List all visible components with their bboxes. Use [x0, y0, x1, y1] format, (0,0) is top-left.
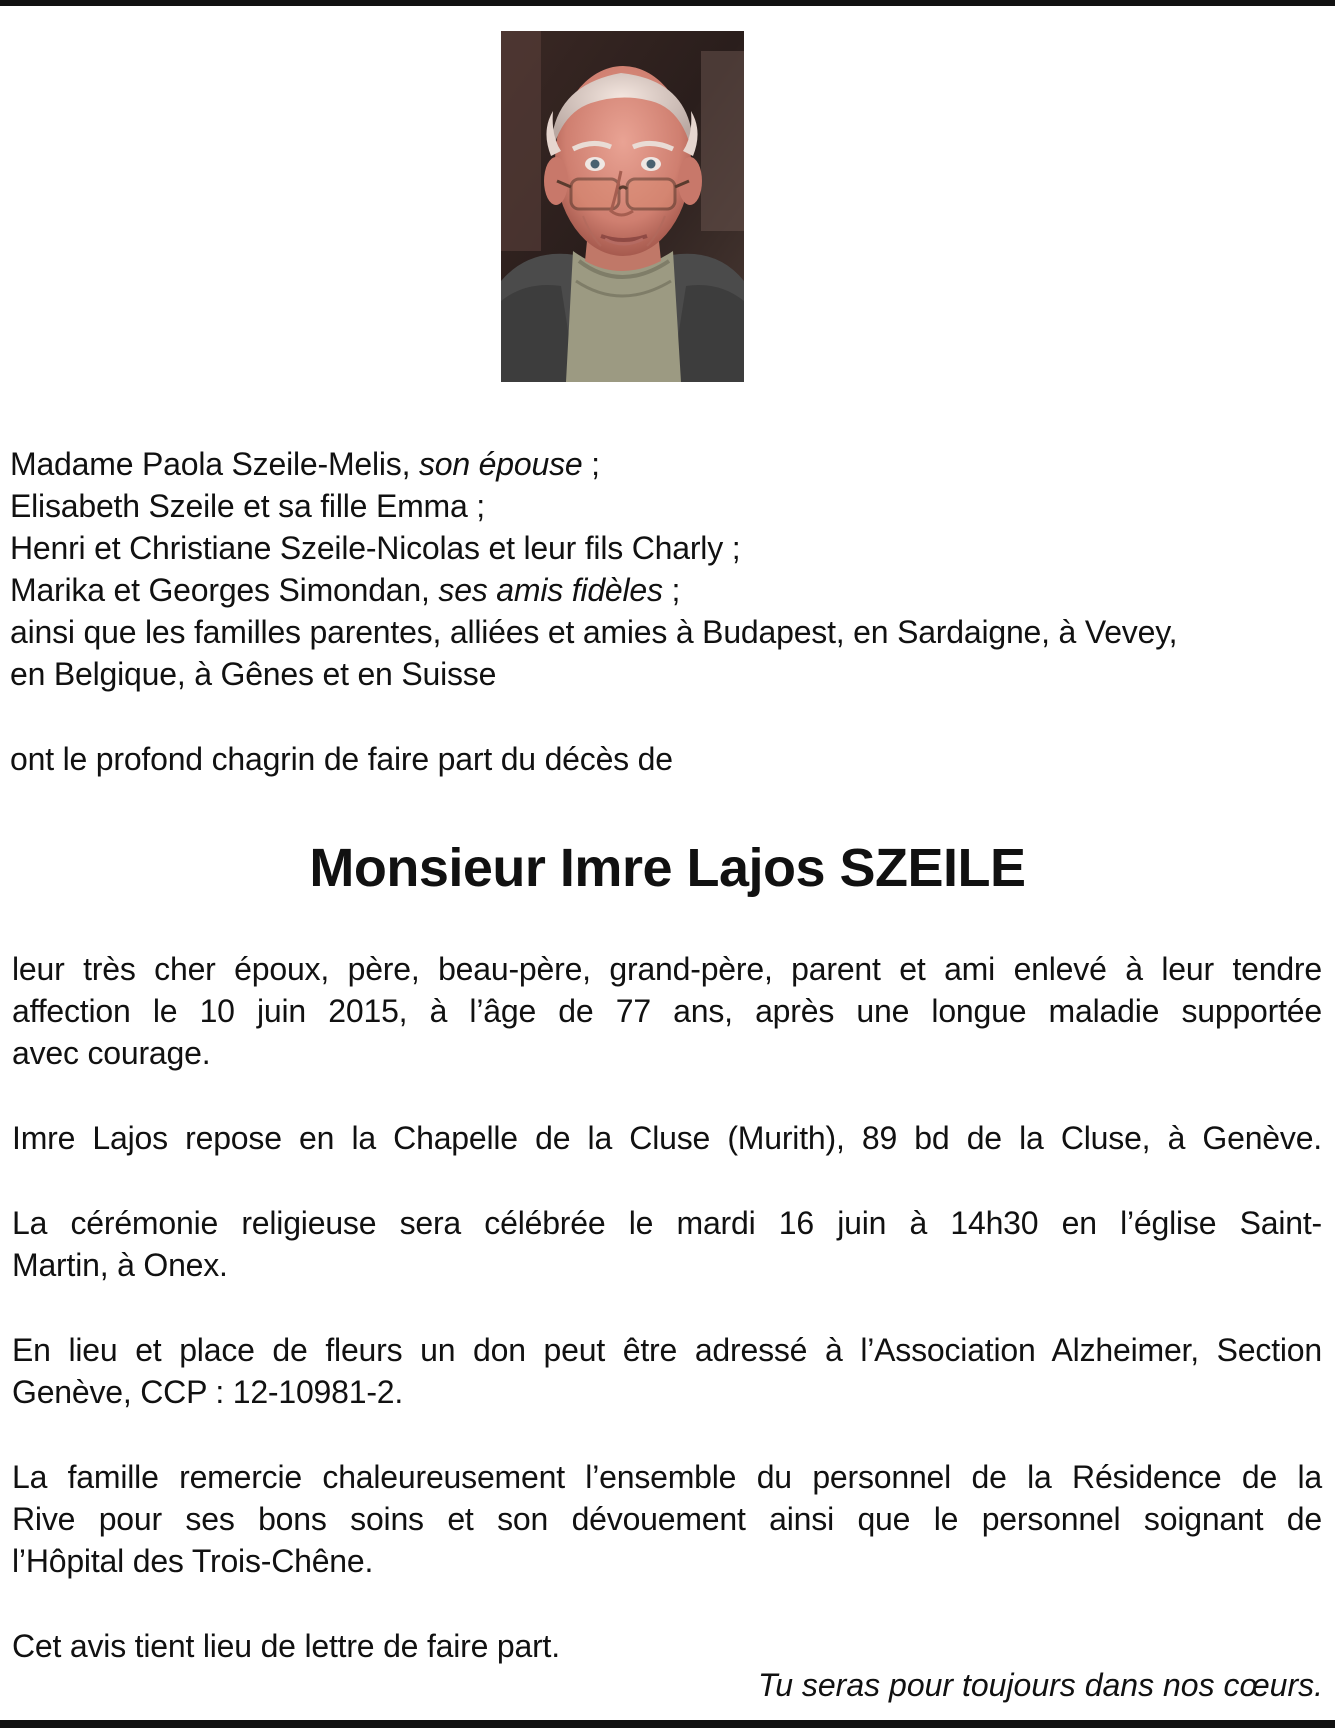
- family-name: Elisabeth Szeile et sa fille Emma ;: [10, 488, 485, 524]
- tribute-line-1: leur très cher époux, père, beau-père, grand-père, parent et ami enlevé à leur tendre: [12, 951, 1322, 987]
- announcement: ont le profond chagrin de faire part du décès de: [10, 741, 673, 777]
- thanks-line-3: l’Hôpital des Trois-Chêne.: [12, 1543, 374, 1579]
- tribute-line-3: avec courage.: [12, 1035, 211, 1071]
- extended-family-line-2: en Belgique, à Gênes et en Suisse: [10, 656, 497, 692]
- family-name: Henri et Christiane Szeile-Nicolas et leur fils Charly ;: [10, 530, 741, 566]
- rests-line-1: Imre Lajos repose en la Chapelle de la Cluse (Murith), 89 bd de la Cluse, à Genève.: [12, 1120, 1322, 1156]
- donation-line-2: Genève, CCP : 12-10981-2.: [12, 1374, 404, 1410]
- deceased-name: Monsieur Imre Lajos SZEILE: [309, 838, 1026, 898]
- family-name: Marika et Georges Simondan,: [10, 572, 439, 608]
- ceremony-line-1: La cérémonie religieuse sera célébrée le mardi 16 juin à 14h30 en l’église Saint-: [12, 1205, 1322, 1241]
- portrait-photo: [501, 31, 744, 382]
- family-relation: ses amis fidèles: [438, 572, 663, 608]
- family-line-2: [10, 485, 485, 527]
- thanks-line-1: La famille remercie chaleureusement l’ensemble du personnel de la Résidence de la: [12, 1459, 1322, 1495]
- closing-line: Tu seras pour toujours dans nos cœurs.: [758, 1667, 1323, 1703]
- family-name: Madame Paola Szeile-Melis,: [10, 446, 419, 482]
- family-line-4: [10, 569, 680, 611]
- family-line-1: [10, 443, 600, 485]
- donation-line-1: En lieu et place de fleurs un don peut être adressé à l’Association Alzheimer, Section: [12, 1332, 1322, 1368]
- tribute-line-2: affection le 10 juin 2015, à l’âge de 77 ans, après une longue maladie supportée: [12, 993, 1322, 1029]
- family-relation: son épouse: [419, 446, 583, 482]
- thanks-line-2: Rive pour ses bons soins et son dévouement ainsi que le personnel soignant de: [12, 1501, 1322, 1537]
- bottom-rule: [0, 1720, 1335, 1728]
- family-line-end: ;: [582, 446, 600, 482]
- notice-line: Cet avis tient lieu de lettre de faire part.: [12, 1628, 560, 1664]
- top-rule: [0, 0, 1335, 6]
- extended-family-line-1: ainsi que les familles parentes, alliées et amies à Budapest, en Sardaigne, à Vevey,: [10, 614, 1178, 650]
- family-line-end: ;: [662, 572, 681, 608]
- ceremony-line-2: Martin, à Onex.: [12, 1247, 228, 1283]
- family-line-3: [10, 527, 740, 569]
